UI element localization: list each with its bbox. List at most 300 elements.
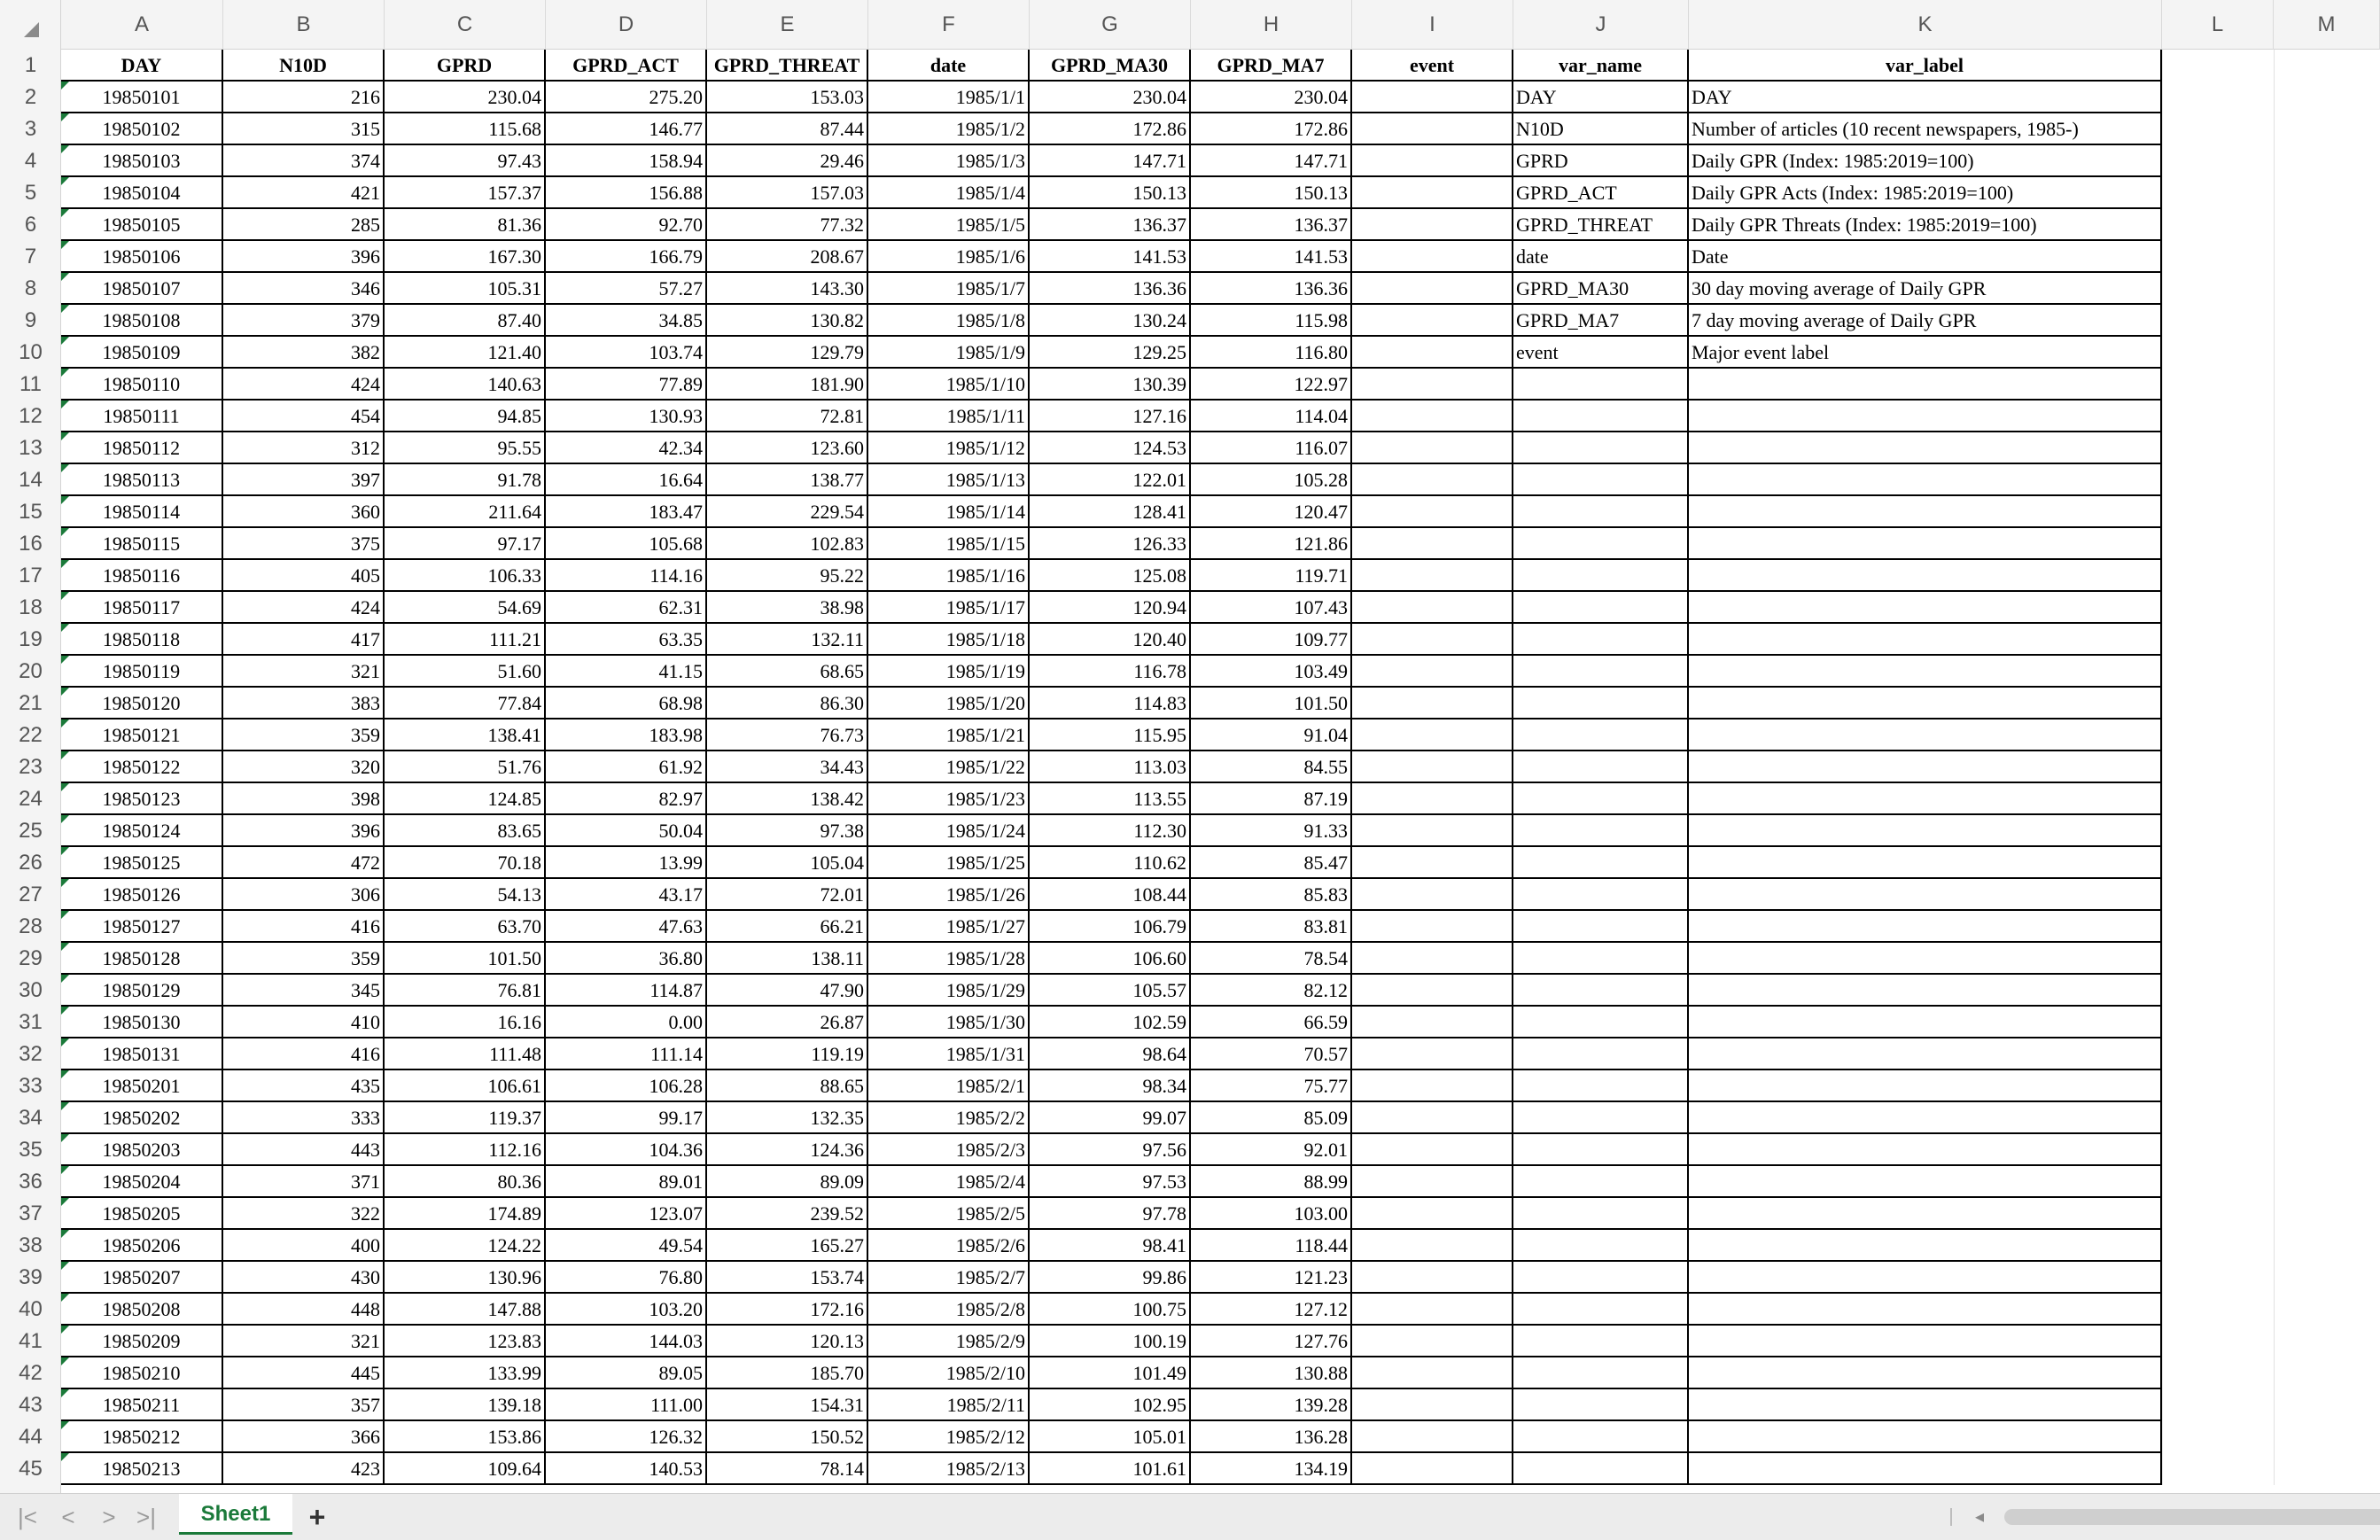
cell-f21[interactable]: 1985/1/20 <box>868 688 1030 719</box>
cell-c18[interactable]: 54.69 <box>385 592 546 624</box>
cell-a39[interactable]: 19850207 <box>61 1262 223 1294</box>
cell-f13[interactable]: 1985/1/12 <box>868 432 1030 464</box>
cell-k5[interactable]: Daily GPR Acts (Index: 1985:2019=100) <box>1689 177 2162 209</box>
cell-a19[interactable]: 19850118 <box>61 624 223 656</box>
cell-c28[interactable]: 63.70 <box>385 911 546 943</box>
cell-d10[interactable]: 103.74 <box>546 337 707 369</box>
cell-f10[interactable]: 1985/1/9 <box>868 337 1030 369</box>
row-header[interactable]: 18 <box>19 595 43 619</box>
cell-g1[interactable]: GPRD_MA30 <box>1030 50 1191 82</box>
cell-j29[interactable] <box>1513 943 1689 975</box>
cell-j11[interactable] <box>1513 369 1689 401</box>
cell-h21[interactable]: 101.50 <box>1191 688 1352 719</box>
cell-g34[interactable]: 99.07 <box>1030 1102 1191 1134</box>
cell-k35[interactable] <box>1689 1134 2162 1166</box>
cell-a9[interactable]: 19850108 <box>61 305 223 337</box>
cell-g24[interactable]: 113.55 <box>1030 783 1191 815</box>
cell-k23[interactable] <box>1689 751 2162 783</box>
cell-b20[interactable]: 321 <box>223 656 385 688</box>
cell-i36[interactable] <box>1352 1166 1513 1198</box>
cell-j34[interactable] <box>1513 1102 1689 1134</box>
cell-d14[interactable]: 16.64 <box>546 464 707 496</box>
cell-j10[interactable]: event <box>1513 337 1689 369</box>
cell-a12[interactable]: 19850111 <box>61 401 223 432</box>
cell-k26[interactable] <box>1689 847 2162 879</box>
cell-e19[interactable]: 132.11 <box>707 624 868 656</box>
cell-i2[interactable] <box>1352 82 1513 113</box>
cell-i29[interactable] <box>1352 943 1513 975</box>
cell-f5[interactable]: 1985/1/4 <box>868 177 1030 209</box>
horizontal-scrollbar[interactable] <box>2004 1509 2380 1525</box>
cell-h1[interactable]: GPRD_MA7 <box>1191 50 1352 82</box>
cell-g11[interactable]: 130.39 <box>1030 369 1191 401</box>
cell-c19[interactable]: 111.21 <box>385 624 546 656</box>
cell-f3[interactable]: 1985/1/2 <box>868 113 1030 145</box>
row-header[interactable]: 29 <box>19 946 43 970</box>
cell-f26[interactable]: 1985/1/25 <box>868 847 1030 879</box>
cell-g20[interactable]: 116.78 <box>1030 656 1191 688</box>
cell-b22[interactable]: 359 <box>223 719 385 751</box>
cell-k22[interactable] <box>1689 719 2162 751</box>
cell-i25[interactable] <box>1352 815 1513 847</box>
cell-f12[interactable]: 1985/1/11 <box>868 401 1030 432</box>
cell-j20[interactable] <box>1513 656 1689 688</box>
cell-b30[interactable]: 345 <box>223 975 385 1007</box>
cell-c41[interactable]: 123.83 <box>385 1326 546 1357</box>
cell-k30[interactable] <box>1689 975 2162 1007</box>
cell-g21[interactable]: 114.83 <box>1030 688 1191 719</box>
cell-d36[interactable]: 89.01 <box>546 1166 707 1198</box>
cell-b43[interactable]: 357 <box>223 1389 385 1421</box>
cell-b7[interactable]: 396 <box>223 241 385 273</box>
cell-a21[interactable]: 19850120 <box>61 688 223 719</box>
cell-d12[interactable]: 130.93 <box>546 401 707 432</box>
cell-b19[interactable]: 417 <box>223 624 385 656</box>
cell-d28[interactable]: 47.63 <box>546 911 707 943</box>
column-header-j[interactable]: J <box>1513 0 1689 50</box>
cell-k34[interactable] <box>1689 1102 2162 1134</box>
cell-f11[interactable]: 1985/1/10 <box>868 369 1030 401</box>
cell-d27[interactable]: 43.17 <box>546 879 707 911</box>
cell-a27[interactable]: 19850126 <box>61 879 223 911</box>
row-header[interactable]: 13 <box>19 436 43 460</box>
cell-h27[interactable]: 85.83 <box>1191 879 1352 911</box>
cell-h37[interactable]: 103.00 <box>1191 1198 1352 1230</box>
cell-d7[interactable]: 166.79 <box>546 241 707 273</box>
cell-i28[interactable] <box>1352 911 1513 943</box>
cell-e12[interactable]: 72.81 <box>707 401 868 432</box>
row-header[interactable]: 24 <box>19 787 43 811</box>
row-header[interactable]: 3 <box>24 117 37 141</box>
cell-a2[interactable]: 19850101 <box>61 82 223 113</box>
row-header[interactable]: 30 <box>19 978 43 1002</box>
cell-k45[interactable] <box>1689 1453 2162 1485</box>
cell-h23[interactable]: 84.55 <box>1191 751 1352 783</box>
cell-f43[interactable]: 1985/2/11 <box>868 1389 1030 1421</box>
cell-a41[interactable]: 19850209 <box>61 1326 223 1357</box>
row-header[interactable]: 20 <box>19 659 43 683</box>
cell-b26[interactable]: 472 <box>223 847 385 879</box>
cell-a10[interactable]: 19850109 <box>61 337 223 369</box>
cell-a20[interactable]: 19850119 <box>61 656 223 688</box>
row-header[interactable]: 16 <box>19 532 43 556</box>
cell-e7[interactable]: 208.67 <box>707 241 868 273</box>
cell-h2[interactable]: 230.04 <box>1191 82 1352 113</box>
cell-h6[interactable]: 136.37 <box>1191 209 1352 241</box>
cell-c30[interactable]: 76.81 <box>385 975 546 1007</box>
cell-d38[interactable]: 49.54 <box>546 1230 707 1262</box>
cell-c38[interactable]: 124.22 <box>385 1230 546 1262</box>
cell-h15[interactable]: 120.47 <box>1191 496 1352 528</box>
cell-i31[interactable] <box>1352 1007 1513 1038</box>
cell-b35[interactable]: 443 <box>223 1134 385 1166</box>
cell-k21[interactable] <box>1689 688 2162 719</box>
cell-a1[interactable]: DAY <box>61 50 223 82</box>
cell-i17[interactable] <box>1352 560 1513 592</box>
row-header[interactable]: 38 <box>19 1233 43 1257</box>
cell-b42[interactable]: 445 <box>223 1357 385 1389</box>
cell-i39[interactable] <box>1352 1262 1513 1294</box>
cell-j14[interactable] <box>1513 464 1689 496</box>
cell-j42[interactable] <box>1513 1357 1689 1389</box>
cell-e6[interactable]: 77.32 <box>707 209 868 241</box>
cell-h43[interactable]: 139.28 <box>1191 1389 1352 1421</box>
cell-e15[interactable]: 229.54 <box>707 496 868 528</box>
cell-b9[interactable]: 379 <box>223 305 385 337</box>
next-sheet-icon[interactable]: > <box>102 1504 116 1530</box>
cell-f19[interactable]: 1985/1/18 <box>868 624 1030 656</box>
cell-a43[interactable]: 19850211 <box>61 1389 223 1421</box>
cell-c37[interactable]: 174.89 <box>385 1198 546 1230</box>
cell-h5[interactable]: 150.13 <box>1191 177 1352 209</box>
cell-d20[interactable]: 41.15 <box>546 656 707 688</box>
cell-f6[interactable]: 1985/1/5 <box>868 209 1030 241</box>
cell-e3[interactable]: 87.44 <box>707 113 868 145</box>
cell-f45[interactable]: 1985/2/13 <box>868 1453 1030 1485</box>
cell-a15[interactable]: 19850114 <box>61 496 223 528</box>
cell-g6[interactable]: 136.37 <box>1030 209 1191 241</box>
cell-i41[interactable] <box>1352 1326 1513 1357</box>
cell-c45[interactable]: 109.64 <box>385 1453 546 1485</box>
cell-b36[interactable]: 371 <box>223 1166 385 1198</box>
cell-k38[interactable] <box>1689 1230 2162 1262</box>
cell-i26[interactable] <box>1352 847 1513 879</box>
cell-h26[interactable]: 85.47 <box>1191 847 1352 879</box>
cell-j4[interactable]: GPRD <box>1513 145 1689 177</box>
cell-a11[interactable]: 19850110 <box>61 369 223 401</box>
cell-f39[interactable]: 1985/2/7 <box>868 1262 1030 1294</box>
cell-e34[interactable]: 132.35 <box>707 1102 868 1134</box>
cell-i42[interactable] <box>1352 1357 1513 1389</box>
cell-j6[interactable]: GPRD_THREAT <box>1513 209 1689 241</box>
cell-a38[interactable]: 19850206 <box>61 1230 223 1262</box>
cell-k28[interactable] <box>1689 911 2162 943</box>
cell-j32[interactable] <box>1513 1038 1689 1070</box>
cell-g5[interactable]: 150.13 <box>1030 177 1191 209</box>
cell-d8[interactable]: 57.27 <box>546 273 707 305</box>
cell-e33[interactable]: 88.65 <box>707 1070 868 1102</box>
cell-e41[interactable]: 120.13 <box>707 1326 868 1357</box>
row-header[interactable]: 43 <box>19 1393 43 1417</box>
cell-h40[interactable]: 127.12 <box>1191 1294 1352 1326</box>
cell-d5[interactable]: 156.88 <box>546 177 707 209</box>
column-header-c[interactable]: C <box>385 0 546 50</box>
cell-e37[interactable]: 239.52 <box>707 1198 868 1230</box>
cell-f24[interactable]: 1985/1/23 <box>868 783 1030 815</box>
cell-g16[interactable]: 126.33 <box>1030 528 1191 560</box>
cell-e5[interactable]: 157.03 <box>707 177 868 209</box>
cell-i40[interactable] <box>1352 1294 1513 1326</box>
cell-d43[interactable]: 111.00 <box>546 1389 707 1421</box>
cell-d15[interactable]: 183.47 <box>546 496 707 528</box>
cell-b32[interactable]: 416 <box>223 1038 385 1070</box>
cell-f22[interactable]: 1985/1/21 <box>868 719 1030 751</box>
cell-h32[interactable]: 70.57 <box>1191 1038 1352 1070</box>
cell-h20[interactable]: 103.49 <box>1191 656 1352 688</box>
row-header[interactable]: 11 <box>19 372 42 396</box>
cell-e10[interactable]: 129.79 <box>707 337 868 369</box>
cell-b41[interactable]: 321 <box>223 1326 385 1357</box>
cell-c44[interactable]: 153.86 <box>385 1421 546 1453</box>
cell-c12[interactable]: 94.85 <box>385 401 546 432</box>
cell-b17[interactable]: 405 <box>223 560 385 592</box>
cell-k1[interactable]: var_label <box>1689 50 2162 82</box>
cell-i33[interactable] <box>1352 1070 1513 1102</box>
cell-k3[interactable]: Number of articles (10 recent newspapers, 1985-) <box>1689 113 2162 145</box>
cell-k8[interactable]: 30 day moving average of Daily GPR <box>1689 273 2162 305</box>
cell-b4[interactable]: 374 <box>223 145 385 177</box>
row-header[interactable]: 44 <box>19 1425 43 1449</box>
cell-a45[interactable]: 19850213 <box>61 1453 223 1485</box>
cell-f2[interactable]: 1985/1/1 <box>868 82 1030 113</box>
cell-h39[interactable]: 121.23 <box>1191 1262 1352 1294</box>
cell-f20[interactable]: 1985/1/19 <box>868 656 1030 688</box>
cell-i30[interactable] <box>1352 975 1513 1007</box>
cell-c14[interactable]: 91.78 <box>385 464 546 496</box>
cell-g30[interactable]: 105.57 <box>1030 975 1191 1007</box>
cell-g32[interactable]: 98.64 <box>1030 1038 1191 1070</box>
cell-c20[interactable]: 51.60 <box>385 656 546 688</box>
cell-d41[interactable]: 144.03 <box>546 1326 707 1357</box>
cell-f4[interactable]: 1985/1/3 <box>868 145 1030 177</box>
cell-k9[interactable]: 7 day moving average of Daily GPR <box>1689 305 2162 337</box>
cell-b24[interactable]: 398 <box>223 783 385 815</box>
cell-j19[interactable] <box>1513 624 1689 656</box>
cell-e38[interactable]: 165.27 <box>707 1230 868 1262</box>
cell-b18[interactable]: 424 <box>223 592 385 624</box>
cell-h28[interactable]: 83.81 <box>1191 911 1352 943</box>
row-header[interactable]: 25 <box>19 819 43 843</box>
cell-c23[interactable]: 51.76 <box>385 751 546 783</box>
cell-i32[interactable] <box>1352 1038 1513 1070</box>
cell-k31[interactable] <box>1689 1007 2162 1038</box>
sheet-tab[interactable]: Sheet1 <box>179 1494 292 1535</box>
cell-c29[interactable]: 101.50 <box>385 943 546 975</box>
cell-a31[interactable]: 19850130 <box>61 1007 223 1038</box>
cell-c4[interactable]: 97.43 <box>385 145 546 177</box>
cell-f14[interactable]: 1985/1/13 <box>868 464 1030 496</box>
cell-k18[interactable] <box>1689 592 2162 624</box>
cell-i18[interactable] <box>1352 592 1513 624</box>
cell-e25[interactable]: 97.38 <box>707 815 868 847</box>
cell-i38[interactable] <box>1352 1230 1513 1262</box>
cell-e27[interactable]: 72.01 <box>707 879 868 911</box>
cell-f7[interactable]: 1985/1/6 <box>868 241 1030 273</box>
cell-i4[interactable] <box>1352 145 1513 177</box>
cell-f38[interactable]: 1985/2/6 <box>868 1230 1030 1262</box>
cell-d22[interactable]: 183.98 <box>546 719 707 751</box>
cell-b37[interactable]: 322 <box>223 1198 385 1230</box>
cell-b12[interactable]: 454 <box>223 401 385 432</box>
row-header[interactable]: 1 <box>24 53 37 77</box>
cell-j28[interactable] <box>1513 911 1689 943</box>
cell-g19[interactable]: 120.40 <box>1030 624 1191 656</box>
cell-f27[interactable]: 1985/1/26 <box>868 879 1030 911</box>
cell-k25[interactable] <box>1689 815 2162 847</box>
cell-e42[interactable]: 185.70 <box>707 1357 868 1389</box>
cell-k20[interactable] <box>1689 656 2162 688</box>
cell-b28[interactable]: 416 <box>223 911 385 943</box>
cell-j23[interactable] <box>1513 751 1689 783</box>
cell-i20[interactable] <box>1352 656 1513 688</box>
cell-j38[interactable] <box>1513 1230 1689 1262</box>
cell-c10[interactable]: 121.40 <box>385 337 546 369</box>
cell-j8[interactable]: GPRD_MA30 <box>1513 273 1689 305</box>
cell-e2[interactable]: 153.03 <box>707 82 868 113</box>
cell-c9[interactable]: 87.40 <box>385 305 546 337</box>
cell-c5[interactable]: 157.37 <box>385 177 546 209</box>
column-header-e[interactable]: E <box>707 0 868 50</box>
cell-a26[interactable]: 19850125 <box>61 847 223 879</box>
cell-e14[interactable]: 138.77 <box>707 464 868 496</box>
cell-g23[interactable]: 113.03 <box>1030 751 1191 783</box>
select-all-triangle-icon[interactable] <box>0 0 61 50</box>
cell-i14[interactable] <box>1352 464 1513 496</box>
prev-sheet-icon[interactable]: < <box>61 1504 75 1530</box>
cell-k16[interactable] <box>1689 528 2162 560</box>
cell-k32[interactable] <box>1689 1038 2162 1070</box>
cell-k4[interactable]: Daily GPR (Index: 1985:2019=100) <box>1689 145 2162 177</box>
cell-j27[interactable] <box>1513 879 1689 911</box>
row-header[interactable]: 6 <box>24 213 37 237</box>
cell-k17[interactable] <box>1689 560 2162 592</box>
cell-d19[interactable]: 63.35 <box>546 624 707 656</box>
cell-a30[interactable]: 19850129 <box>61 975 223 1007</box>
cell-d37[interactable]: 123.07 <box>546 1198 707 1230</box>
cell-j7[interactable]: date <box>1513 241 1689 273</box>
cell-g13[interactable]: 124.53 <box>1030 432 1191 464</box>
row-header[interactable]: 15 <box>19 500 43 524</box>
row-header[interactable]: 4 <box>24 149 37 173</box>
cell-i10[interactable] <box>1352 337 1513 369</box>
cell-c33[interactable]: 106.61 <box>385 1070 546 1102</box>
cell-g45[interactable]: 101.61 <box>1030 1453 1191 1485</box>
cell-b6[interactable]: 285 <box>223 209 385 241</box>
row-header[interactable]: 40 <box>19 1297 43 1321</box>
column-header-d[interactable]: D <box>546 0 707 50</box>
cell-g42[interactable]: 101.49 <box>1030 1357 1191 1389</box>
cell-g22[interactable]: 115.95 <box>1030 719 1191 751</box>
cell-e9[interactable]: 130.82 <box>707 305 868 337</box>
cell-k7[interactable]: Date <box>1689 241 2162 273</box>
cell-h8[interactable]: 136.36 <box>1191 273 1352 305</box>
cell-b16[interactable]: 375 <box>223 528 385 560</box>
cell-i43[interactable] <box>1352 1389 1513 1421</box>
cell-g43[interactable]: 102.95 <box>1030 1389 1191 1421</box>
cell-d4[interactable]: 158.94 <box>546 145 707 177</box>
cell-g9[interactable]: 130.24 <box>1030 305 1191 337</box>
cell-f35[interactable]: 1985/2/3 <box>868 1134 1030 1166</box>
cell-i21[interactable] <box>1352 688 1513 719</box>
cell-h14[interactable]: 105.28 <box>1191 464 1352 496</box>
cell-h16[interactable]: 121.86 <box>1191 528 1352 560</box>
cell-e11[interactable]: 181.90 <box>707 369 868 401</box>
cell-f33[interactable]: 1985/2/1 <box>868 1070 1030 1102</box>
column-header-f[interactable]: F <box>868 0 1030 50</box>
cell-b10[interactable]: 382 <box>223 337 385 369</box>
cell-i23[interactable] <box>1352 751 1513 783</box>
row-header[interactable]: 8 <box>24 276 37 300</box>
cell-e29[interactable]: 138.11 <box>707 943 868 975</box>
cell-c25[interactable]: 83.65 <box>385 815 546 847</box>
cell-k11[interactable] <box>1689 369 2162 401</box>
row-header[interactable]: 42 <box>19 1361 43 1385</box>
cell-c11[interactable]: 140.63 <box>385 369 546 401</box>
cell-b34[interactable]: 333 <box>223 1102 385 1134</box>
cell-k29[interactable] <box>1689 943 2162 975</box>
cell-k40[interactable] <box>1689 1294 2162 1326</box>
cell-f28[interactable]: 1985/1/27 <box>868 911 1030 943</box>
cell-e20[interactable]: 68.65 <box>707 656 868 688</box>
cell-a3[interactable]: 19850102 <box>61 113 223 145</box>
cell-f29[interactable]: 1985/1/28 <box>868 943 1030 975</box>
cell-a24[interactable]: 19850123 <box>61 783 223 815</box>
column-header-a[interactable]: A <box>61 0 223 50</box>
cell-c24[interactable]: 124.85 <box>385 783 546 815</box>
cell-g10[interactable]: 129.25 <box>1030 337 1191 369</box>
cell-h10[interactable]: 116.80 <box>1191 337 1352 369</box>
cell-d24[interactable]: 82.97 <box>546 783 707 815</box>
cell-c39[interactable]: 130.96 <box>385 1262 546 1294</box>
cell-a14[interactable]: 19850113 <box>61 464 223 496</box>
cell-j15[interactable] <box>1513 496 1689 528</box>
row-header[interactable]: 33 <box>19 1074 43 1098</box>
cell-g31[interactable]: 102.59 <box>1030 1007 1191 1038</box>
cell-a29[interactable]: 19850128 <box>61 943 223 975</box>
cell-d2[interactable]: 275.20 <box>546 82 707 113</box>
row-header[interactable]: 34 <box>19 1106 43 1130</box>
cell-i15[interactable] <box>1352 496 1513 528</box>
cell-k10[interactable]: Major event label <box>1689 337 2162 369</box>
cell-a28[interactable]: 19850127 <box>61 911 223 943</box>
cell-j36[interactable] <box>1513 1166 1689 1198</box>
cell-a37[interactable]: 19850205 <box>61 1198 223 1230</box>
cell-f34[interactable]: 1985/2/2 <box>868 1102 1030 1134</box>
cell-b14[interactable]: 397 <box>223 464 385 496</box>
cell-c27[interactable]: 54.13 <box>385 879 546 911</box>
cell-j22[interactable] <box>1513 719 1689 751</box>
cell-h42[interactable]: 130.88 <box>1191 1357 1352 1389</box>
cell-i12[interactable] <box>1352 401 1513 432</box>
row-header[interactable]: 21 <box>19 691 43 715</box>
cell-i16[interactable] <box>1352 528 1513 560</box>
cell-h41[interactable]: 127.76 <box>1191 1326 1352 1357</box>
cell-d42[interactable]: 89.05 <box>546 1357 707 1389</box>
cell-d44[interactable]: 126.32 <box>546 1421 707 1453</box>
cell-j35[interactable] <box>1513 1134 1689 1166</box>
cell-i7[interactable] <box>1352 241 1513 273</box>
row-header[interactable]: 27 <box>19 883 43 906</box>
